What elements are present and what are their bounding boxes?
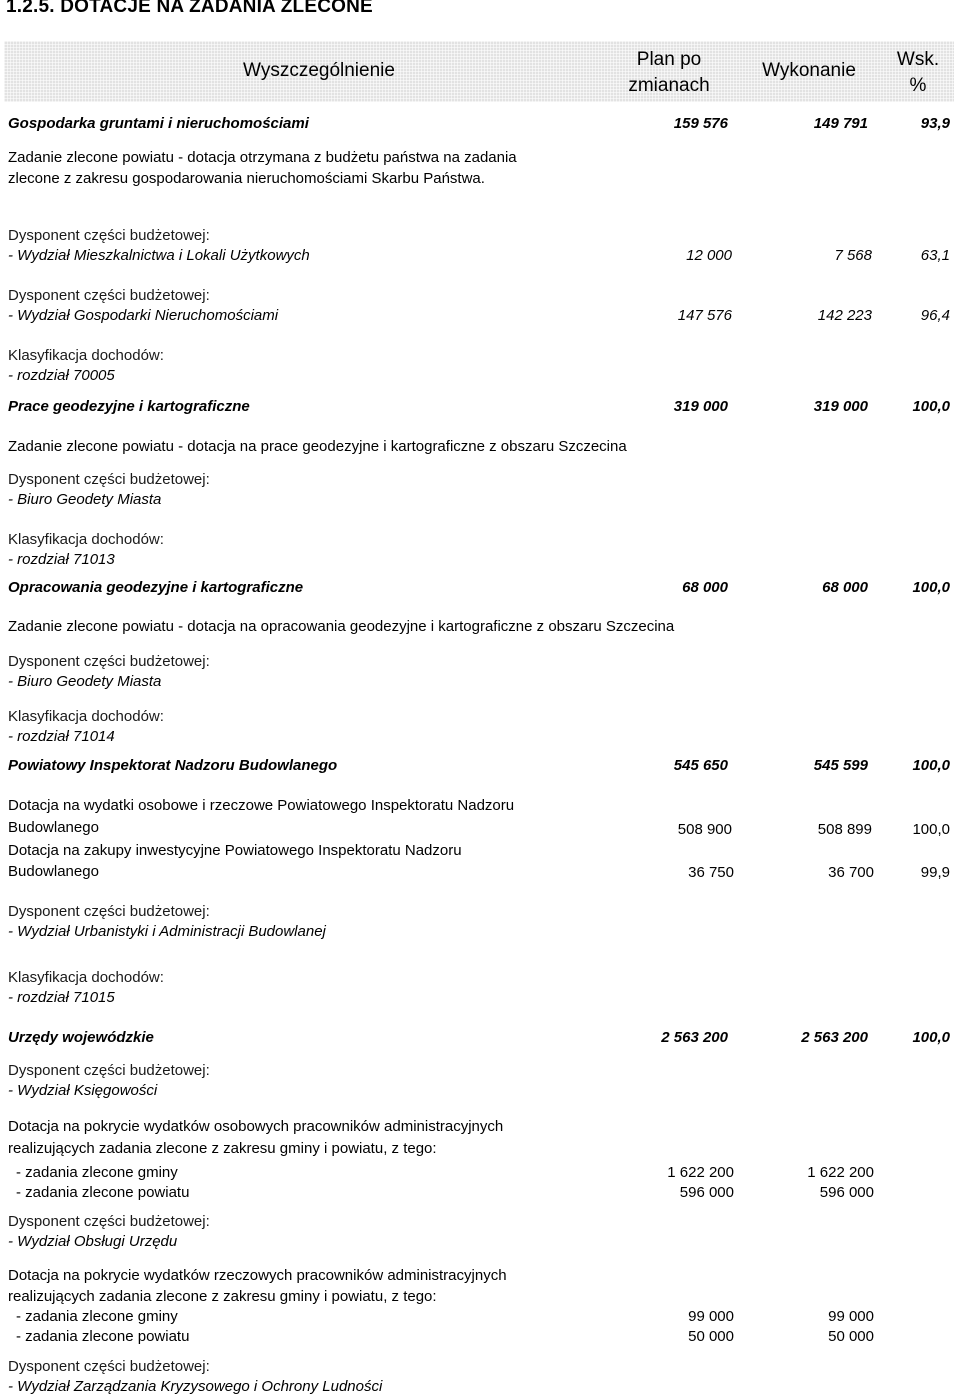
rozdzial-label: - rozdział 71014 (8, 728, 115, 745)
executed-value: 319 000 (813, 398, 868, 415)
dysponent-label: Dysponent części budżetowej: (8, 1062, 210, 1079)
plan-value: 596 000 (679, 1184, 734, 1201)
executed-value: 142 223 (817, 307, 872, 324)
column-header-percent-line1: Wsk. (896, 49, 940, 70)
plan-value: 545 650 (673, 757, 728, 774)
plan-value: 2 563 200 (661, 1029, 728, 1046)
description-line: Budowlanego (8, 863, 99, 880)
column-header-percent (882, 47, 954, 99)
column-header-description: Wyszczególnienie (243, 60, 395, 81)
dysponent-label: Dysponent części budżetowej: (8, 287, 210, 304)
dysponent-label: Dysponent części budżetowej: (8, 653, 210, 670)
dysponent-label: Dysponent części budżetowej: (8, 1358, 210, 1375)
description-line: Budowlanego (8, 819, 99, 836)
plan-value: 36 750 (688, 864, 734, 881)
column-header-plan-line2: zmianach (628, 75, 710, 96)
plan-value: 319 000 (673, 398, 728, 415)
dysponent-unit: - Wydział Gospodarki Nieruchomościami (8, 307, 279, 324)
section-title-inspektorat-nadzoru: Powiatowy Inspektorat Nadzoru Budowlanego (8, 757, 338, 774)
percent-value: 100,0 (912, 398, 950, 415)
description-line: realizujących zadania zlecone z zakresu gminy i powiatu, z tego: (8, 1288, 437, 1305)
description-line: Dotacja na wydatki osobowe i rzeczowe Powiatowego Inspektoratu Nadzoru (8, 797, 515, 814)
section-title-prace-geodezyjne: Prace geodezyjne i kartograficzne (8, 398, 250, 415)
description-line: Dotacja na pokrycie wydatków osobowych pracowników administracyjnych (8, 1118, 504, 1135)
klasyfikacja-label: Klasyfikacja dochodów: (8, 969, 164, 986)
plan-value: 68 000 (682, 579, 728, 596)
table-header (4, 41, 954, 102)
percent-value: 99,9 (920, 864, 950, 881)
executed-value: 7 568 (834, 247, 872, 264)
klasyfikacja-label: Klasyfikacja dochodów: (8, 708, 164, 725)
description-line: zlecone z zakresu gospodarowania nieruchomościami Skarbu Państwa. (8, 170, 485, 187)
plan-value: 99 000 (688, 1308, 734, 1325)
executed-value: 68 000 (822, 579, 868, 596)
section-title-gospodarka-gruntami: Gospodarka gruntami i nieruchomościami (8, 115, 309, 132)
executed-value: 2 563 200 (801, 1029, 868, 1046)
executed-value: 508 899 (817, 821, 872, 838)
sub-item-label: - zadania zlecone powiatu (16, 1184, 190, 1201)
plan-value: 147 576 (677, 307, 732, 324)
klasyfikacja-label: Klasyfikacja dochodów: (8, 531, 164, 548)
dysponent-unit: - Wydział Urbanistyki i Administracji Budowlanej (8, 923, 326, 940)
executed-value: 149 791 (813, 115, 868, 132)
executed-value: 545 599 (813, 757, 868, 774)
description-line: Zadanie zlecone powiatu - dotacja na prace geodezyjne i kartograficzne z obszaru Szczecina (8, 438, 627, 455)
sub-item-label: - zadania zlecone powiatu (16, 1328, 190, 1345)
plan-value: 12 000 (686, 247, 732, 264)
description-line: Dotacja na pokrycie wydatków rzeczowych pracowników administracyjnych (8, 1267, 507, 1284)
percent-value: 93,9 (920, 115, 950, 132)
dysponent-unit: - Wydział Zarządzania Kryzysowego i Ochrony Ludności (8, 1378, 383, 1395)
percent-value: 100,0 (912, 821, 950, 838)
sub-item-label: - zadania zlecone gminy (16, 1308, 178, 1325)
plan-value: 50 000 (688, 1328, 734, 1345)
column-header-plan-line1: Plan po (636, 49, 702, 70)
executed-value: 1 622 200 (807, 1164, 874, 1181)
section-title-urzedy-wojewodzkie: Urzędy wojewódzkie (8, 1029, 154, 1046)
column-header-executed: Wykonanie (762, 60, 856, 81)
description-line: Zadanie zlecone powiatu - dotacja na opracowania geodezyjne i kartograficzne z obszaru Szczecina (8, 618, 675, 635)
executed-value: 596 000 (819, 1184, 874, 1201)
column-header-percent-line2: % (909, 75, 927, 96)
dysponent-unit: - Wydział Księgowości (8, 1082, 158, 1099)
dysponent-unit: - Biuro Geodety Miasta (8, 491, 162, 508)
percent-value: 100,0 (912, 579, 950, 596)
dysponent-unit: - Wydział Obsługi Urzędu (8, 1233, 178, 1250)
dysponent-label: Dysponent części budżetowej: (8, 1213, 210, 1230)
percent-value: 100,0 (912, 1029, 950, 1046)
rozdzial-label: - rozdział 71015 (8, 989, 115, 1006)
rozdzial-label: - rozdział 70005 (8, 367, 115, 384)
executed-value: 99 000 (828, 1308, 874, 1325)
plan-value: 508 900 (677, 821, 732, 838)
executed-value: 36 700 (828, 864, 874, 881)
percent-value: 100,0 (912, 757, 950, 774)
plan-value: 159 576 (673, 115, 728, 132)
section-title-opracowania-geodezyjne: Opracowania geodezyjne i kartograficzne (8, 579, 304, 596)
plan-value: 1 622 200 (667, 1164, 734, 1181)
sub-item-label: - zadania zlecone gminy (16, 1164, 178, 1181)
description-line: Dotacja na zakupy inwestycyjne Powiatowego Inspektoratu Nadzoru (8, 842, 462, 859)
description-line: realizujących zadania zlecone z zakresu gminy i powiatu, z tego: (8, 1140, 437, 1157)
dysponent-label: Dysponent części budżetowej: (8, 903, 210, 920)
dysponent-label: Dysponent części budżetowej: (8, 471, 210, 488)
dysponent-unit: - Biuro Geodety Miasta (8, 673, 162, 690)
klasyfikacja-label: Klasyfikacja dochodów: (8, 347, 164, 364)
percent-value: 96,4 (920, 307, 950, 324)
column-header-plan (604, 47, 734, 99)
section-title: 1.2.5. DOTACJE NA ZADANIA ZLECONE (6, 0, 373, 17)
description-line: Zadanie zlecone powiatu - dotacja otrzymana z budżetu państwa na zadania (8, 149, 517, 166)
executed-value: 50 000 (828, 1328, 874, 1345)
dysponent-label: Dysponent części budżetowej: (8, 227, 210, 244)
dysponent-unit: - Wydział Mieszkalnictwa i Lokali Użytkowych (8, 247, 310, 264)
rozdzial-label: - rozdział 71013 (8, 551, 115, 568)
percent-value: 63,1 (920, 247, 950, 264)
